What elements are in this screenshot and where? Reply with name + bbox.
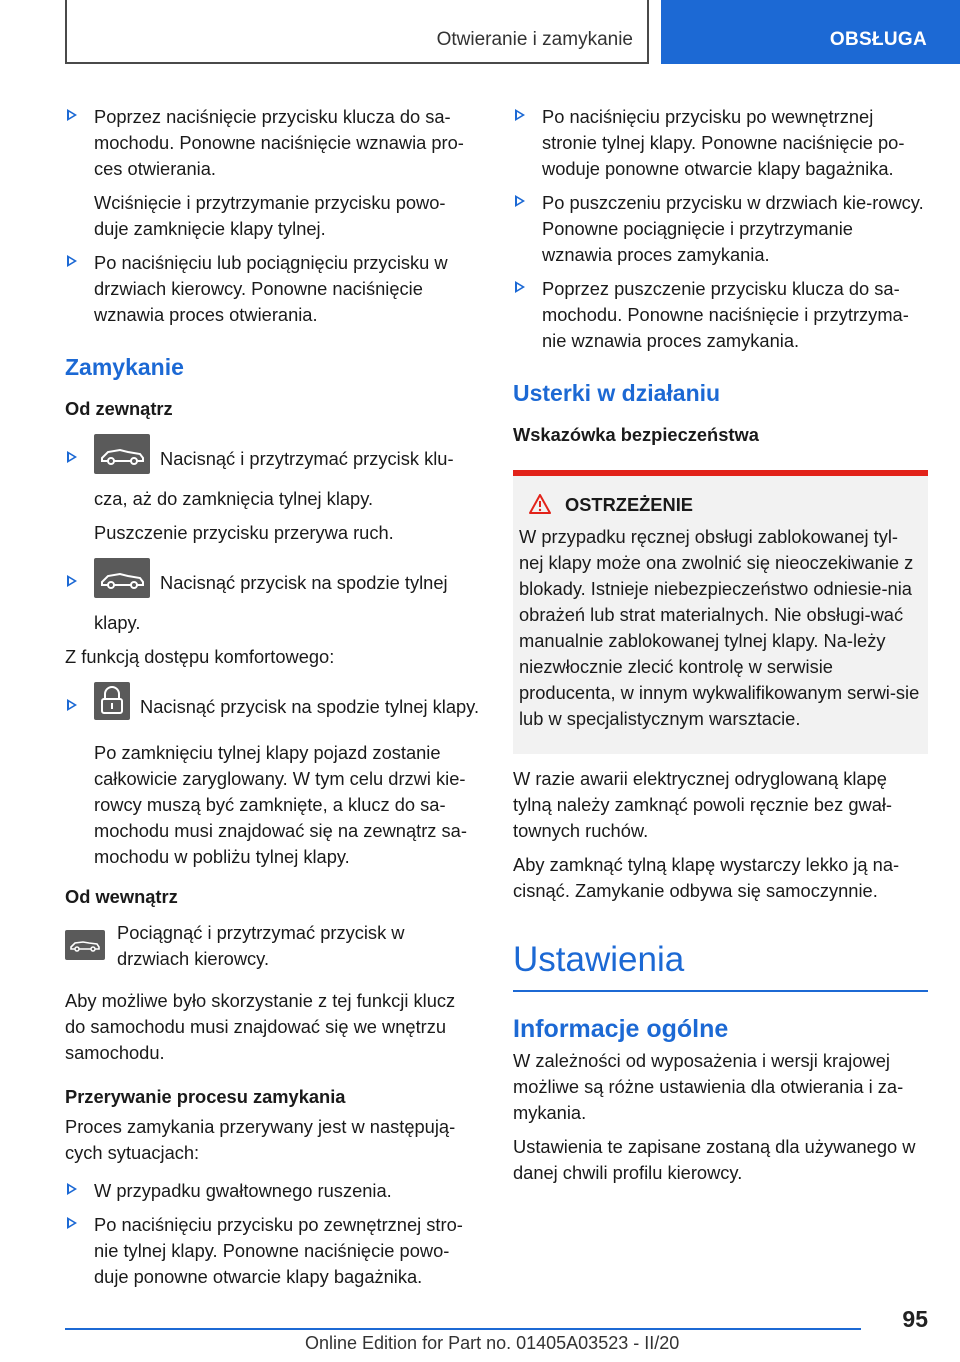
bullet (65, 250, 480, 328)
bullet-arrow-icon (67, 699, 77, 711)
bullet-arrow-icon (515, 109, 525, 121)
bullet (65, 570, 480, 636)
footer-divider (65, 1328, 861, 1330)
bullet (513, 276, 928, 354)
paragraph: W zależności od wyposażenia i wersji krajowej możliwe są różne ustawienia dla otwierania i za-mykania. (513, 1050, 904, 1123)
bullet-text: W przypadku gwałtownego ruszenia. (94, 1180, 392, 1201)
header-section: OBSŁUGA (829, 29, 927, 50)
bullet-subtext: Puszczenie przycisku przerywa ruch. (94, 522, 394, 543)
subheading-safety: Wskazówka bezpieczeństwa (513, 424, 759, 445)
paragraph: Ustawienia te zapisane zostaną dla używanego w danej chwili profilu kierowcy. (513, 1136, 916, 1183)
bullet-arrow-icon (515, 195, 525, 207)
bullet-text: Po naciśnięciu lub pociągnięciu przycisku w drzwiach kierowcy. Ponowne naciśnięcie wznawia proces otwierania. (94, 252, 448, 325)
section-heading-closing: Zamykanie (65, 354, 184, 380)
bullet-text: Po naciśnięciu przycisku po zewnętrznej stro-nie tylnej klapy. Ponowne naciśnięcie powo-duje ponowne otwarcie klapy bagażnika. (94, 1214, 463, 1287)
bullet-arrow-icon (67, 255, 77, 267)
header-section-tab (661, 0, 960, 64)
car-trunk-icon (94, 558, 150, 598)
bullet (65, 694, 480, 732)
car-trunk-icon (94, 434, 150, 474)
warning-box (513, 476, 928, 754)
bullet-subtext: Wciśnięcie i przytrzymanie przycisku powo-duje zamknięcie klapy tylnej. (94, 192, 446, 239)
bullet-arrow-icon (515, 281, 525, 293)
car-trunk-icon (65, 930, 105, 960)
subheading-inside: Od wewnątrz (65, 886, 178, 907)
bullet-subtext: Po zamknięciu tylnej klapy pojazd zostanie całkowicie zaryglowany. W tym celu drzwi kie-rowcy muszą być zamknięte, a klucz do sa-mochodu musi znajdować się na zewnątrz sa-mochodu w pobliżu tylnej klapy. (94, 742, 467, 867)
subheading-outside: Od zewnątrz (65, 398, 173, 419)
bullet-text: Nacisnąć przycisk na spodzie tylnej klapy. (140, 696, 480, 717)
bullet-arrow-icon (67, 451, 77, 463)
bullet-text: Poprzez naciśnięcie przycisku klucza do sa-mochodu. Ponowne naciśnięcie wznawia pro-ces otwierania. (94, 106, 464, 179)
paragraph: Aby zamknąć tylną klapę wystarczy lekko ją na-cisnąć. Zamykanie odbywa się samoczynnie. (513, 854, 900, 901)
bullet (513, 104, 928, 182)
page-number: 95 (902, 1306, 928, 1332)
subheading-interrupt: Przerywanie procesu zamykania (65, 1086, 346, 1107)
paragraph: Z funkcją dostępu komfortowego: (65, 646, 335, 667)
section-heading-general: Informacje ogólne (513, 1015, 729, 1043)
footer-edition: Online Edition for Part no. 01405A03523 - II/20 (305, 1333, 680, 1353)
bullet-arrow-icon (67, 1217, 77, 1229)
left-column (65, 104, 480, 1298)
bullet-arrow-icon (67, 575, 77, 587)
bullet (65, 104, 480, 182)
inside-instruction (65, 920, 480, 972)
bullet-arrow-icon (67, 1183, 77, 1195)
warning-text: W przypadku ręcznej obsługi zablokowanej tyl-nej klapy może ona zwolnić się nieoczekiwanie z blokady. Istnieje niebezpieczeństwo odniesie-nia obrażeń lub strat materialnych. Nie obsługi-wać manualnie zablokowanej tylnej klapy. Na-leży niezwłocznie zlecić kontrolę w serwisie producenta, w innym wykwalifikowanym serwi-sie lub w specjalistycznym warsztacie. (519, 526, 920, 729)
bullet (65, 446, 480, 512)
bullet (513, 190, 928, 268)
header-title: Otwieranie i zamykanie (436, 29, 633, 50)
bullet (65, 1178, 480, 1204)
bullet-text: Poprzez puszczenie przycisku klucza do sa-mochodu. Ponowne naciśnięcie i przytrzyma-nie wznawia proces zamykania. (542, 278, 909, 351)
right-column (513, 104, 928, 1194)
chapter-heading-settings: Ustawienia (513, 938, 928, 992)
inside-text: Pociągnąć i przytrzymać przycisk w drzwiach kierowcy. (117, 922, 405, 969)
bullet-text: Po naciśnięciu przycisku po wewnętrznej stronie tylnej klapy. Ponowne naciśnięcie po-woduje ponowne otwarcie klapy bagażnika. (542, 106, 905, 179)
warning-title: OSTRZEŻENIE (565, 494, 693, 515)
paragraph: Aby możliwe było skorzystanie z tej funkcji klucz do samochodu musi znajdować się we wnętrzu samochodu. (65, 990, 456, 1063)
paragraph: W razie awarii elektrycznej odryglowaną klapę tylną należy zamknąć powoli ręcznie bez gwał-townych ruchów. (513, 768, 893, 841)
header-title-box (65, 0, 649, 64)
paragraph: Proces zamykania przerywany jest w następują-cych sytuacjach: (65, 1116, 456, 1163)
lock-icon (94, 682, 130, 720)
bullet-text: Nacisnąć przycisk na spodzie tylnej klapy. (94, 572, 448, 633)
warning-title-row (519, 492, 922, 518)
warning-triangle-icon (529, 494, 551, 514)
bullet (65, 1212, 480, 1290)
bullet-text: Po puszczeniu przycisku w drzwiach kie-rowcy. Ponowne pociągnięcie i przytrzymanie wznawia proces zamykania. (542, 192, 924, 265)
bullet-arrow-icon (67, 109, 77, 121)
section-heading-faults: Usterki w działaniu (513, 380, 721, 406)
bullet-text: Nacisnąć i przytrzymać przycisk klu-cza, aż do zamknięcia tylnej klapy. (94, 448, 454, 509)
